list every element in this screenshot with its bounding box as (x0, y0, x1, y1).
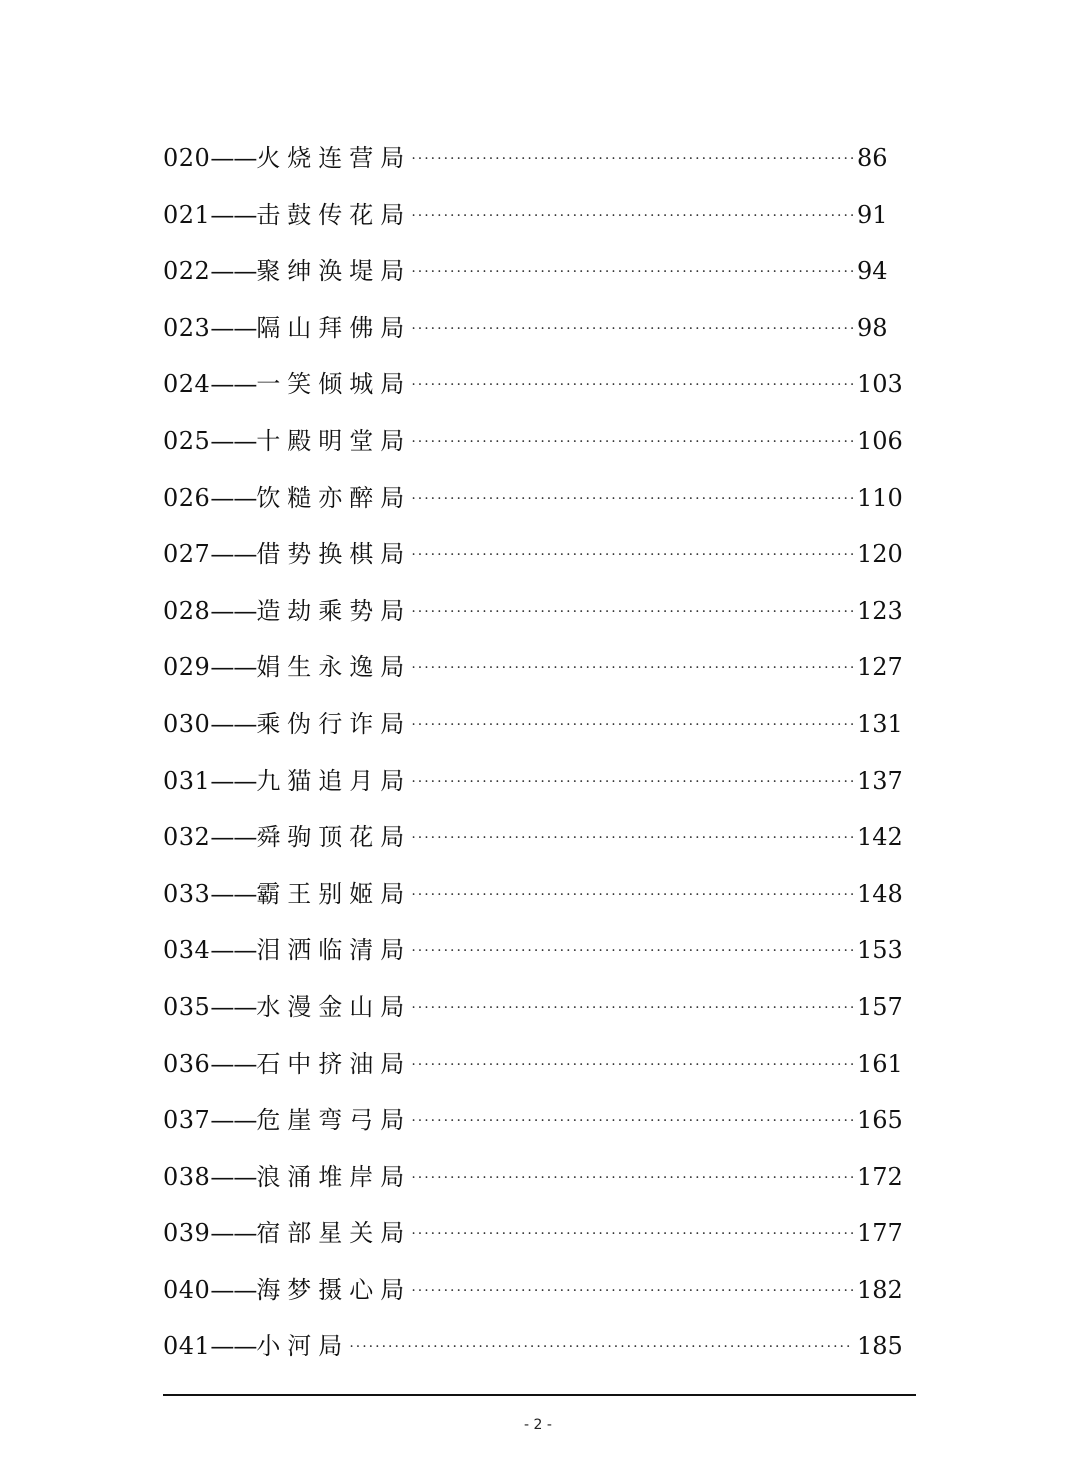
toc-entry-page: 177 (857, 1219, 903, 1248)
toc-entry[interactable] (163, 413, 903, 470)
toc-entry[interactable] (163, 922, 903, 979)
toc-entry-number: 024 (163, 370, 211, 399)
toc-entry-page: 103 (857, 370, 903, 399)
toc-entry-separator: —— (210, 596, 257, 625)
toc-entry-page: 86 (857, 144, 888, 172)
toc-entry-page: 142 (857, 823, 903, 852)
toc-entry-title: 隔山拜佛局 (256, 313, 412, 342)
toc-entry-title: 浪涌堆岸局 (256, 1162, 412, 1191)
toc-dot-leader (411, 697, 853, 754)
toc-entry[interactable] (163, 809, 903, 866)
toc-entry-page: 153 (857, 936, 903, 965)
toc-dot-leader (411, 980, 853, 1037)
toc-entry-title: 乘伪行诈局 (256, 709, 412, 738)
toc-entry-title: 宿部星关局 (256, 1219, 412, 1248)
toc-entry-number: 036 (163, 1049, 211, 1078)
toc-entry-number: 028 (163, 596, 211, 625)
toc-dot-leader (411, 640, 853, 697)
page-number: - 2 - (524, 1417, 552, 1433)
toc-dot-leader (411, 1263, 853, 1320)
toc-dot-leader (411, 1206, 853, 1263)
toc-entry[interactable] (163, 696, 903, 753)
toc-dot-leader (411, 1150, 853, 1207)
toc-entry-title: 造劫乘势局 (256, 596, 412, 625)
toc-entry-separator: —— (210, 1162, 257, 1191)
toc-entry-separator: —— (210, 879, 257, 908)
toc-entry-page: 98 (857, 313, 888, 342)
toc-entry-separator: —— (210, 766, 257, 795)
toc-entry[interactable] (163, 300, 887, 357)
toc-entry-title: 击鼓传花局 (256, 200, 412, 229)
toc-entry-title: 霸王别姬局 (256, 879, 412, 908)
table-of-contents (163, 130, 903, 1375)
toc-entry[interactable] (163, 1205, 903, 1262)
toc-entry-separator: —— (210, 653, 257, 682)
toc-entry-page: 161 (857, 1049, 903, 1078)
toc-entry-separator: —— (210, 1332, 257, 1361)
toc-entry-page: 94 (857, 257, 888, 286)
toc-entry[interactable] (163, 1092, 903, 1149)
toc-entry[interactable] (163, 1036, 903, 1093)
toc-entry-separator: —— (210, 257, 257, 286)
toc-entry-page: 137 (857, 766, 903, 795)
toc-entry[interactable] (163, 526, 903, 583)
toc-entry-separator: —— (210, 709, 257, 738)
toc-entry-number: 023 (163, 313, 211, 342)
toc-dot-leader (349, 1319, 853, 1376)
toc-dot-leader (411, 188, 853, 245)
toc-entry[interactable] (163, 130, 887, 187)
toc-entry-number: 021 (163, 200, 211, 229)
toc-dot-leader (411, 584, 853, 641)
toc-entry-title: 娟生永逸局 (256, 653, 412, 682)
toc-entry-number: 031 (163, 766, 211, 795)
toc-entry-title: 借势换棋局 (256, 540, 412, 569)
toc-entry[interactable] (163, 187, 887, 244)
toc-entry-number: 020 (163, 144, 211, 172)
toc-entry[interactable] (163, 243, 887, 300)
toc-entry-separator: —— (210, 540, 257, 569)
toc-entry-separator: —— (210, 426, 257, 455)
toc-entry[interactable] (163, 583, 903, 640)
toc-entry-page: 110 (857, 483, 903, 512)
footer-rule (163, 1394, 916, 1396)
toc-entry-number: 022 (163, 257, 211, 286)
toc-entry-separator: —— (210, 823, 257, 852)
toc-dot-leader (411, 244, 853, 301)
toc-entry-separator: —— (210, 936, 257, 965)
toc-dot-leader (411, 810, 853, 867)
toc-entry[interactable] (163, 1262, 903, 1319)
toc-entry[interactable] (163, 1149, 903, 1206)
toc-entry-title: 舜驹顶花局 (256, 823, 412, 852)
toc-entry[interactable] (163, 356, 903, 413)
toc-entry-title: 石中挤油局 (256, 1049, 412, 1078)
toc-entry-title: 水漫金山局 (256, 992, 412, 1021)
toc-entry-separator: —— (210, 1049, 257, 1078)
toc-entry-title: 泪洒临清局 (256, 936, 412, 965)
toc-dot-leader (411, 1093, 853, 1150)
toc-dot-leader (411, 414, 853, 471)
toc-entry-number: 035 (163, 992, 211, 1021)
toc-dot-leader (411, 527, 853, 584)
toc-entry-number: 034 (163, 936, 211, 965)
toc-entry-title: 一笑倾城局 (256, 370, 412, 399)
toc-entry-number: 029 (163, 653, 211, 682)
toc-dot-leader (411, 131, 853, 188)
toc-entry-page: 172 (857, 1162, 903, 1191)
toc-entry-page: 148 (857, 879, 903, 908)
toc-entry-page: 120 (857, 540, 903, 569)
toc-entry-separator: —— (210, 992, 257, 1021)
toc-entry[interactable] (163, 979, 903, 1036)
toc-entry-number: 037 (163, 1106, 211, 1135)
toc-dot-leader (411, 1037, 853, 1094)
toc-entry-number: 027 (163, 540, 211, 569)
toc-entry-number: 030 (163, 709, 211, 738)
toc-entry[interactable] (163, 753, 903, 810)
toc-entry-number: 033 (163, 879, 211, 908)
toc-entry-separator: —— (210, 144, 257, 172)
toc-dot-leader (411, 301, 853, 358)
toc-entry-separator: —— (210, 370, 257, 399)
toc-entry-title: 十殿明堂局 (256, 426, 412, 455)
toc-entry-page: 185 (857, 1332, 903, 1361)
toc-entry-page: 157 (857, 992, 903, 1021)
toc-entry-separator: —— (210, 200, 257, 229)
toc-entry-separator: —— (210, 1106, 257, 1135)
toc-entry-number: 025 (163, 426, 211, 455)
toc-entry-separator: —— (210, 1219, 257, 1248)
toc-entry-title: 火烧连营局 (256, 144, 412, 172)
toc-dot-leader (411, 754, 853, 811)
toc-dot-leader (411, 357, 853, 414)
toc-entry-page: 182 (857, 1275, 903, 1304)
toc-entry-number: 041 (163, 1332, 211, 1361)
toc-entry-number: 026 (163, 483, 211, 512)
toc-entry-number: 038 (163, 1162, 211, 1191)
toc-entry-page: 91 (857, 200, 888, 229)
toc-dot-leader (411, 923, 853, 980)
toc-dot-leader (411, 471, 853, 528)
toc-entry[interactable] (163, 866, 903, 923)
toc-entry-separator: —— (210, 483, 257, 512)
toc-entry-separator: —— (210, 1275, 257, 1304)
toc-entry-title: 危崖弯弓局 (256, 1106, 412, 1135)
toc-entry[interactable] (163, 470, 903, 527)
toc-entry-page: 131 (857, 709, 903, 738)
toc-entry-number: 032 (163, 823, 211, 852)
toc-entry-title: 九猫追月局 (256, 766, 412, 795)
toc-dot-leader (411, 867, 853, 924)
toc-entry-title: 饮糙亦醉局 (256, 483, 412, 512)
toc-entry[interactable] (163, 639, 903, 696)
toc-entry-page: 165 (857, 1106, 903, 1135)
toc-entry-separator: —— (210, 313, 257, 342)
toc-entry-number: 040 (163, 1275, 211, 1304)
toc-entry[interactable] (163, 1318, 903, 1375)
toc-entry-number: 039 (163, 1219, 211, 1248)
toc-entry-title: 小河局 (256, 1332, 350, 1361)
toc-entry-page: 123 (857, 596, 903, 625)
toc-entry-page: 127 (857, 653, 903, 682)
toc-entry-page: 106 (857, 426, 903, 455)
toc-entry-title: 聚绅涣堤局 (256, 257, 412, 286)
toc-entry-title: 海梦摄心局 (256, 1275, 412, 1304)
